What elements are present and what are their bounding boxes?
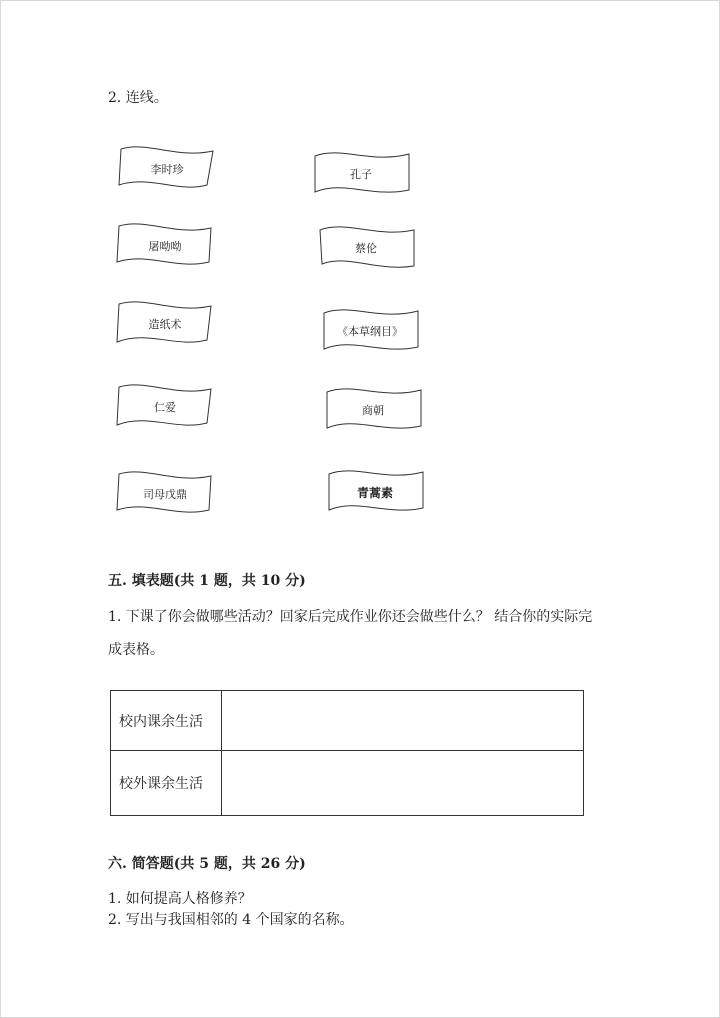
- matching-question: 2. 连线。: [108, 90, 168, 106]
- flag-left-2[interactable]: [115, 222, 215, 270]
- flag-label: 商朝: [362, 404, 384, 417]
- section-6-heading: 六. 简答题(共 5 题，共 26 分): [108, 856, 306, 872]
- activity-table: [110, 690, 584, 816]
- row-label-in-school: 校内课余生活: [111, 691, 222, 751]
- question-5-1-line2: 成表格。: [108, 642, 164, 658]
- row-label-out-school: 校外课余生活: [111, 751, 222, 816]
- flag-right-1[interactable]: [311, 150, 411, 198]
- flag-label: 屠呦呦: [148, 240, 182, 253]
- flag-right-4[interactable]: [323, 386, 423, 434]
- flag-label: 仁爱: [154, 401, 176, 414]
- flag-right-5[interactable]: [325, 468, 425, 516]
- flag-right-2[interactable]: [316, 224, 416, 272]
- flag-label: 孔子: [350, 168, 372, 181]
- flag-left-5[interactable]: [115, 470, 215, 518]
- question-6-1: 1. 如何提高人格修养？: [108, 891, 252, 907]
- question-6-2: 2. 写出与我国相邻的 4 个国家的名称。: [108, 912, 354, 928]
- table-row: [111, 691, 584, 751]
- flag-left-1[interactable]: [117, 145, 217, 193]
- flag-label: 青蒿素: [356, 485, 393, 500]
- flag-right-3[interactable]: [320, 307, 420, 355]
- flag-label: 《本草纲目》: [337, 325, 403, 338]
- answer-cell-out-school[interactable]: [222, 751, 584, 816]
- flag-label: 司母戊鼎: [143, 488, 187, 501]
- flag-label: 李时珍: [150, 163, 184, 176]
- section-5-heading: 五. 填表题(共 1 题，共 10 分): [108, 573, 306, 589]
- question-5-1-line1: 1. 下课了你会做哪些活动？回家后完成作业你还会做些什么？ 结合你的实际完: [108, 609, 593, 625]
- flag-left-3[interactable]: [115, 300, 215, 348]
- table-row: [111, 751, 584, 816]
- flag-left-4[interactable]: [115, 383, 215, 431]
- answer-cell-in-school[interactable]: [222, 691, 584, 751]
- flag-label: 蔡伦: [355, 242, 377, 255]
- flag-label: 造纸术: [148, 318, 182, 331]
